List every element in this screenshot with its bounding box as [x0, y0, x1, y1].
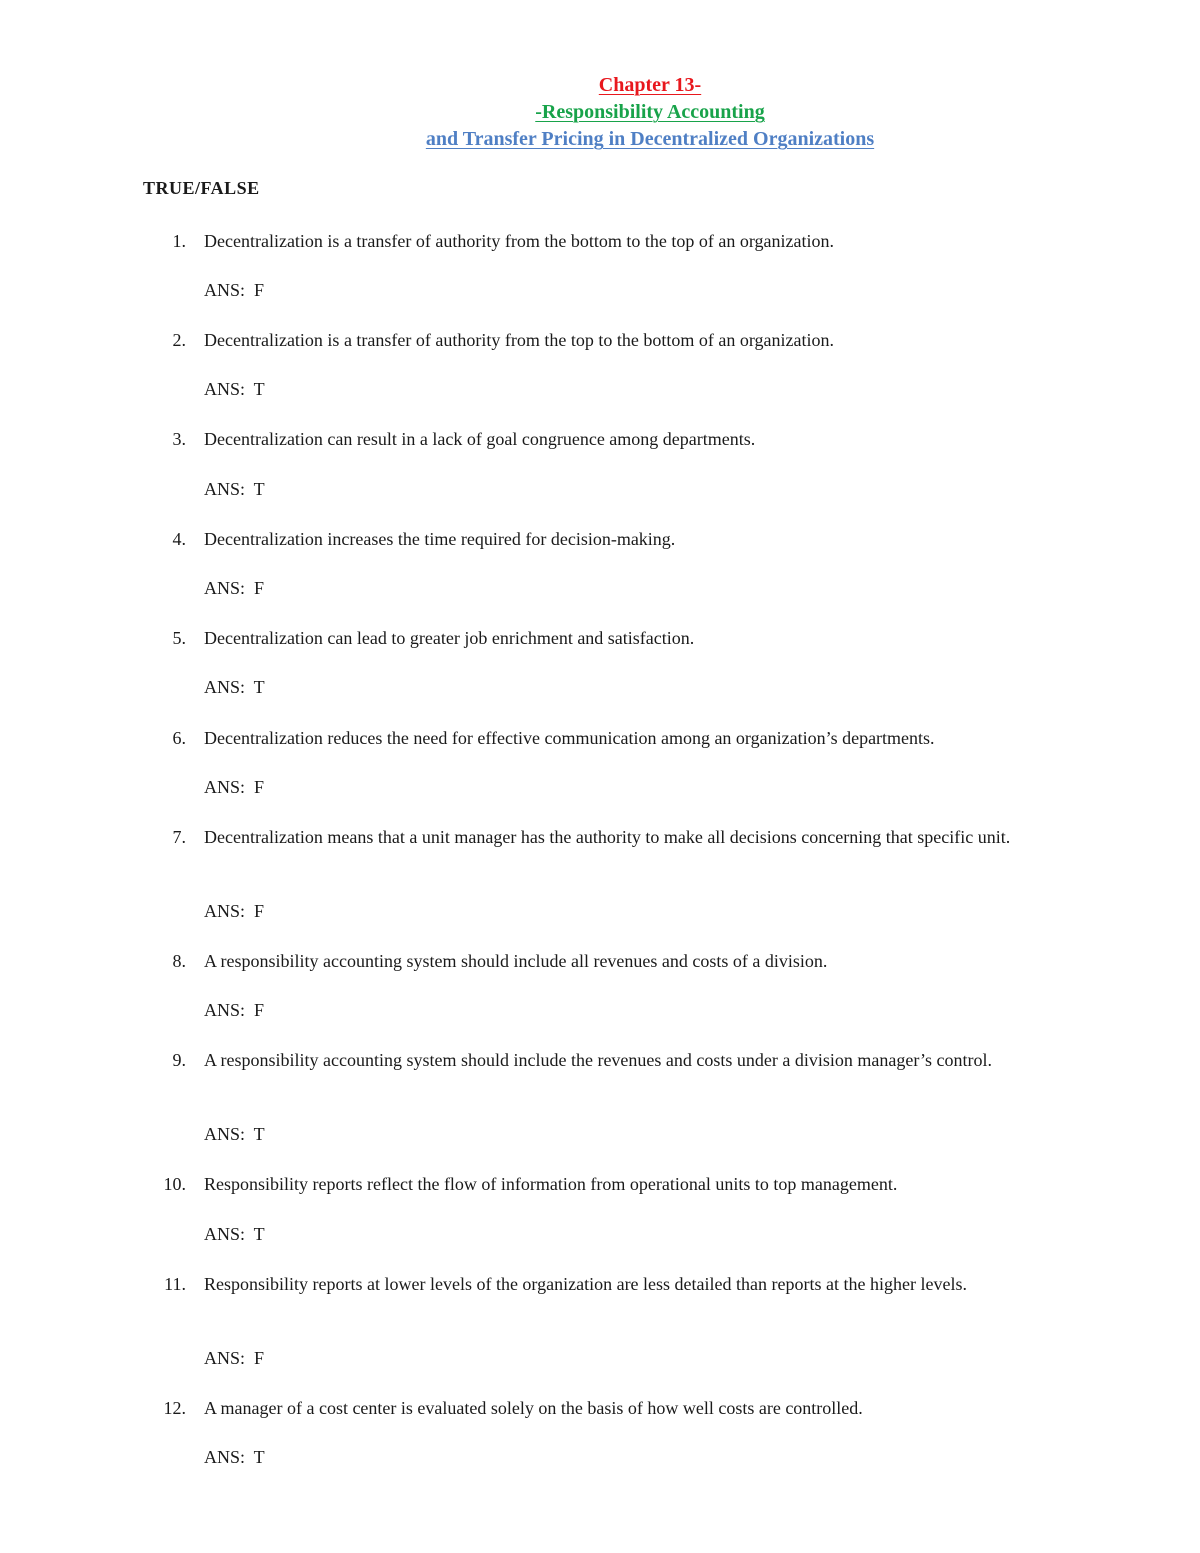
answer-label: ANS: T: [204, 677, 265, 697]
question-number: 4.: [172, 529, 186, 549]
question-text: A responsibility accounting system should include all revenues and costs of a division.: [204, 951, 828, 971]
question-text: Decentralization is a transfer of authority from the top to the bottom of an organization.: [204, 330, 834, 350]
question-text: A responsibility accounting system should include the revenues and costs under a division manager’s control.: [204, 1050, 993, 1070]
question-number: 10.: [163, 1174, 186, 1194]
question-text: A manager of a cost center is evaluated solely on the basis of how well costs are controlled.: [204, 1398, 863, 1418]
answer-label: ANS: F: [204, 578, 265, 598]
chapter-subtitle-continued: and Transfer Pricing in Decentralized Organizations: [425, 128, 875, 150]
section-heading: TRUE/FALSE: [143, 178, 260, 198]
question-number: 1.: [172, 231, 186, 251]
answer-label: ANS: T: [204, 379, 265, 399]
question-number: 7.: [172, 827, 186, 847]
answer-label: ANS: F: [204, 901, 265, 921]
answer-label: ANS: F: [204, 280, 265, 300]
question-number: 11.: [164, 1274, 186, 1294]
question-text: Decentralization reduces the need for effective communication among an organization’s departments.: [204, 728, 935, 748]
question-number: 12.: [163, 1398, 186, 1418]
answer-label: ANS: T: [204, 1447, 265, 1467]
answer-label: ANS: F: [204, 1000, 265, 1020]
question-number: 9.: [172, 1050, 186, 1070]
question-text: Decentralization means that a unit manager has the authority to make all decisions concerning that specific unit.: [204, 827, 1011, 847]
answer-label: ANS: T: [204, 1124, 265, 1144]
question-number: 3.: [172, 429, 186, 449]
chapter-subtitle: -Responsibility Accounting: [535, 101, 765, 123]
question-number: 8.: [172, 951, 186, 971]
answer-label: ANS: F: [204, 777, 265, 797]
question-text: Responsibility reports reflect the flow of information from operational units to top management.: [204, 1174, 898, 1194]
answer-label: ANS: T: [204, 1224, 265, 1244]
question-number: 2.: [172, 330, 186, 350]
chapter-title: Chapter 13-: [598, 74, 702, 96]
answer-label: ANS: T: [204, 479, 265, 499]
chapter-title-block: [0, 72, 1200, 153]
question-text: Decentralization can result in a lack of goal congruence among departments.: [204, 429, 756, 449]
question-text: Decentralization can lead to greater job enrichment and satisfaction.: [204, 628, 695, 648]
question-text: Responsibility reports at lower levels of the organization are less detailed than reports at the higher levels.: [204, 1274, 967, 1294]
answer-label: ANS: F: [204, 1348, 265, 1368]
question-number: 5.: [172, 628, 186, 648]
question-number: 6.: [172, 728, 186, 748]
question-text: Decentralization is a transfer of authority from the bottom to the top of an organization.: [204, 231, 834, 251]
question-text: Decentralization increases the time required for decision-making.: [204, 529, 676, 549]
